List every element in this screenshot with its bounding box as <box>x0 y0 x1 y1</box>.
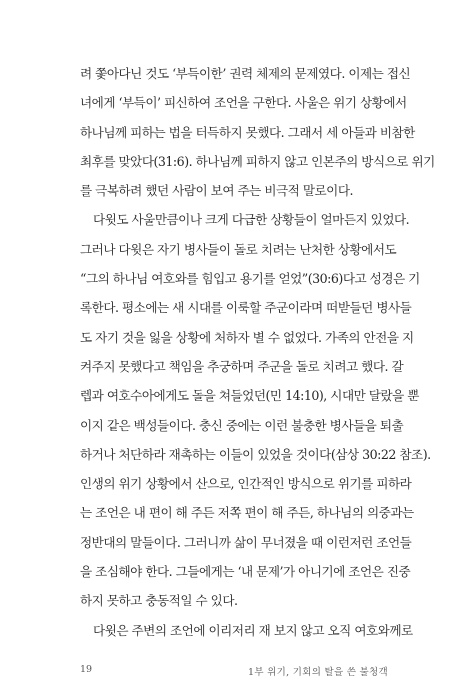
text-line: 을 조심해야 한다. 그들에게는 ‘내 문제’가 아니기에 조언은 진중 <box>80 564 411 580</box>
text-line: 인생의 위기 상황에서 산으로, 인간적인 방식으로 위기를 피하라 <box>80 476 412 492</box>
text-line: 켜주지 못했다고 책임을 추궁하며 주군을 돌로 치려고 했다. 갈 <box>80 358 404 374</box>
running-header: 1부 위기, 기회의 탈을 쓴 불청객 <box>248 667 388 678</box>
text-line: 려 쫓아다닌 것도 ‘부득이한’ 권력 체제의 문제였다. 이제는 접신 <box>80 66 411 81</box>
text-line: “그의 하나님 여호와를 힘입고 용기를 얻었”(30:6)다고 성경은 기 <box>80 271 420 287</box>
text-line: 를 극복하려 했던 사람이 보여 주는 비극적 말로이다. <box>80 183 354 199</box>
text-line: 정반대의 말들이다. 그러니까 삶이 무너졌을 때 이런저런 조언들 <box>80 534 412 550</box>
page-number: 19 <box>80 664 93 675</box>
text-line: 하나님께 피하는 법을 터득하지 못했다. 그래서 세 아들과 비참한 <box>80 124 415 140</box>
text-line: 하지 못하고 충동적일 수 있다. <box>80 593 238 609</box>
text-line: 그러나 다윗은 자기 병사들이 돌로 치려는 난처한 상황에서도 <box>80 241 397 257</box>
text-line: 렙과 여호수아에게도 돌을 쳐들었던(민 14:10), 시대만 달랐을 뿐 <box>80 388 419 404</box>
text-line: 다윗도 사울만큼이나 크게 다급한 상황들이 얼마든지 있었다. <box>93 212 410 228</box>
text-line: 록한다. 평소에는 새 시대를 이룩할 주군이라며 떠받들던 병사들 <box>80 300 412 316</box>
text-line: 하거나 처단하라 재촉하는 이들이 있었을 것이다(삼상 30:22 참조). <box>80 446 431 462</box>
text-line: 도 자기 것을 잃을 상황에 처하자 별 수 없었다. 가족의 안전을 지 <box>80 329 414 345</box>
page-footer <box>80 664 390 680</box>
body-text <box>80 59 435 645</box>
text-line: 녀에게 ‘부득이’ 피신하여 조언을 구한다. 사울은 위기 상황에서 <box>80 95 407 111</box>
text-line: 최후를 맞았다(31:6). 하나님께 피하지 않고 인본주의 방식으로 위기 <box>80 153 435 169</box>
text-line: 다윗은 주변의 조언에 이리저리 재 보지 않고 오직 여호와께로 <box>93 622 413 638</box>
text-line: 는 조언은 내 편이 해 주든 저쪽 편이 해 주든, 하나님의 의중과는 <box>80 505 414 521</box>
text-line: 이지 같은 백성들이다. 충신 중에는 이런 불충한 병사들을 퇴출 <box>80 417 404 433</box>
